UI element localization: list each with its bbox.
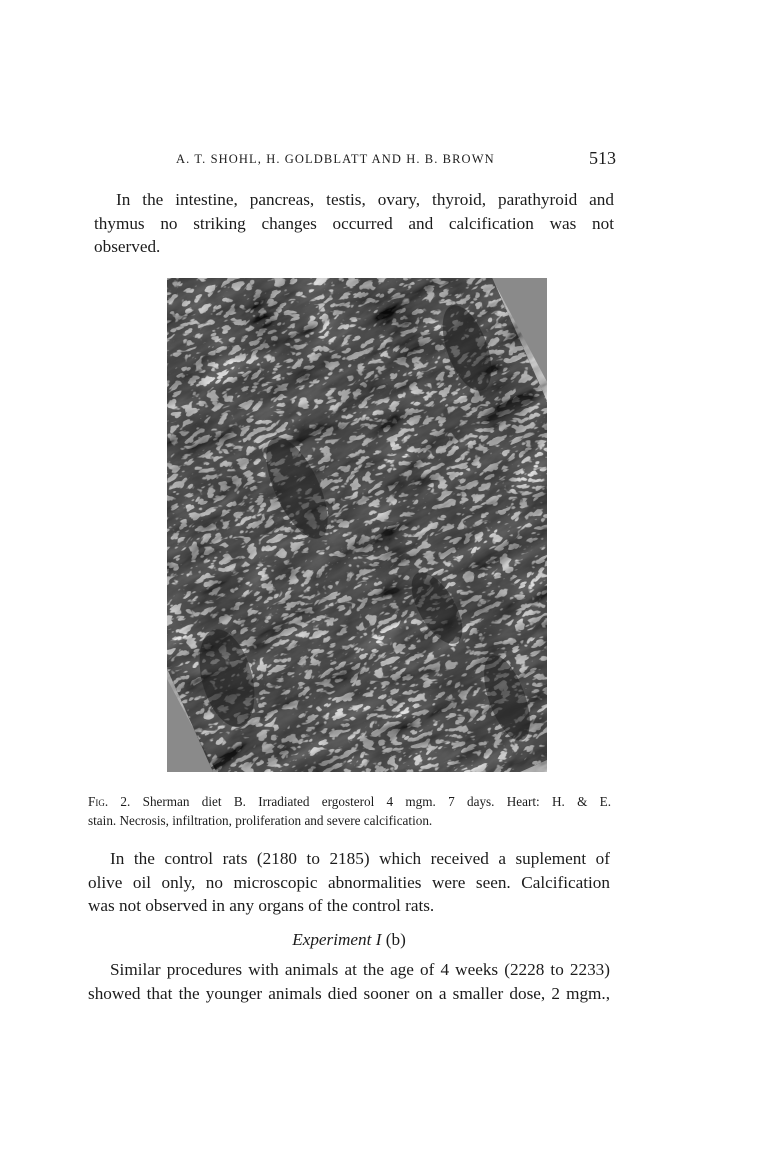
caption-text: Sherman diet B. Irradiated ergosterol 4 mgm. 7 days. Heart: H. & E. <box>142 794 611 809</box>
subheading-suffix: (b) <box>385 930 406 949</box>
figure-label: Fig. 2. <box>88 794 131 809</box>
histology-photomicrograph <box>167 278 547 772</box>
paragraph-line: In the control rats (2180 to 2185) which received a suplement of <box>110 849 610 868</box>
paragraph-line: olive oil only, no microscopic abnormalities were seen. Calcification <box>88 872 610 892</box>
paragraph-experiment <box>88 958 610 1005</box>
subheading-title: Experiment I <box>292 930 382 949</box>
paragraph-control <box>88 847 610 918</box>
caption-line: stain. Necrosis, infiltration, proliferation and severe calcification. <box>88 813 433 828</box>
running-head <box>176 148 616 172</box>
figure-caption <box>88 792 611 830</box>
paragraph-line: showed that the younger animals died sooner on a smaller dose, 2 mgm., <box>88 983 610 1003</box>
paragraph-line: was not observed in any organs of the control rats. <box>88 896 435 915</box>
running-head-authors: A. T. SHOHL, H. GOLDBLATT AND H. B. BROWN <box>176 152 495 166</box>
microscopy-image <box>167 278 547 772</box>
section-subheading <box>88 930 610 950</box>
page-number: 513 <box>589 148 616 168</box>
caption-line <box>88 792 611 811</box>
paragraph-line: observed. <box>94 237 161 256</box>
paragraph-intro <box>94 188 614 259</box>
paragraph-line: thymus no striking changes occurred and calcification was not <box>94 213 614 233</box>
paragraph-line: Similar procedures with animals at the age of 4 weeks (2228 to 2233) <box>110 960 610 979</box>
paragraph-line: In the intestine, pancreas, testis, ovary, thyroid, parathyroid and <box>116 190 614 209</box>
